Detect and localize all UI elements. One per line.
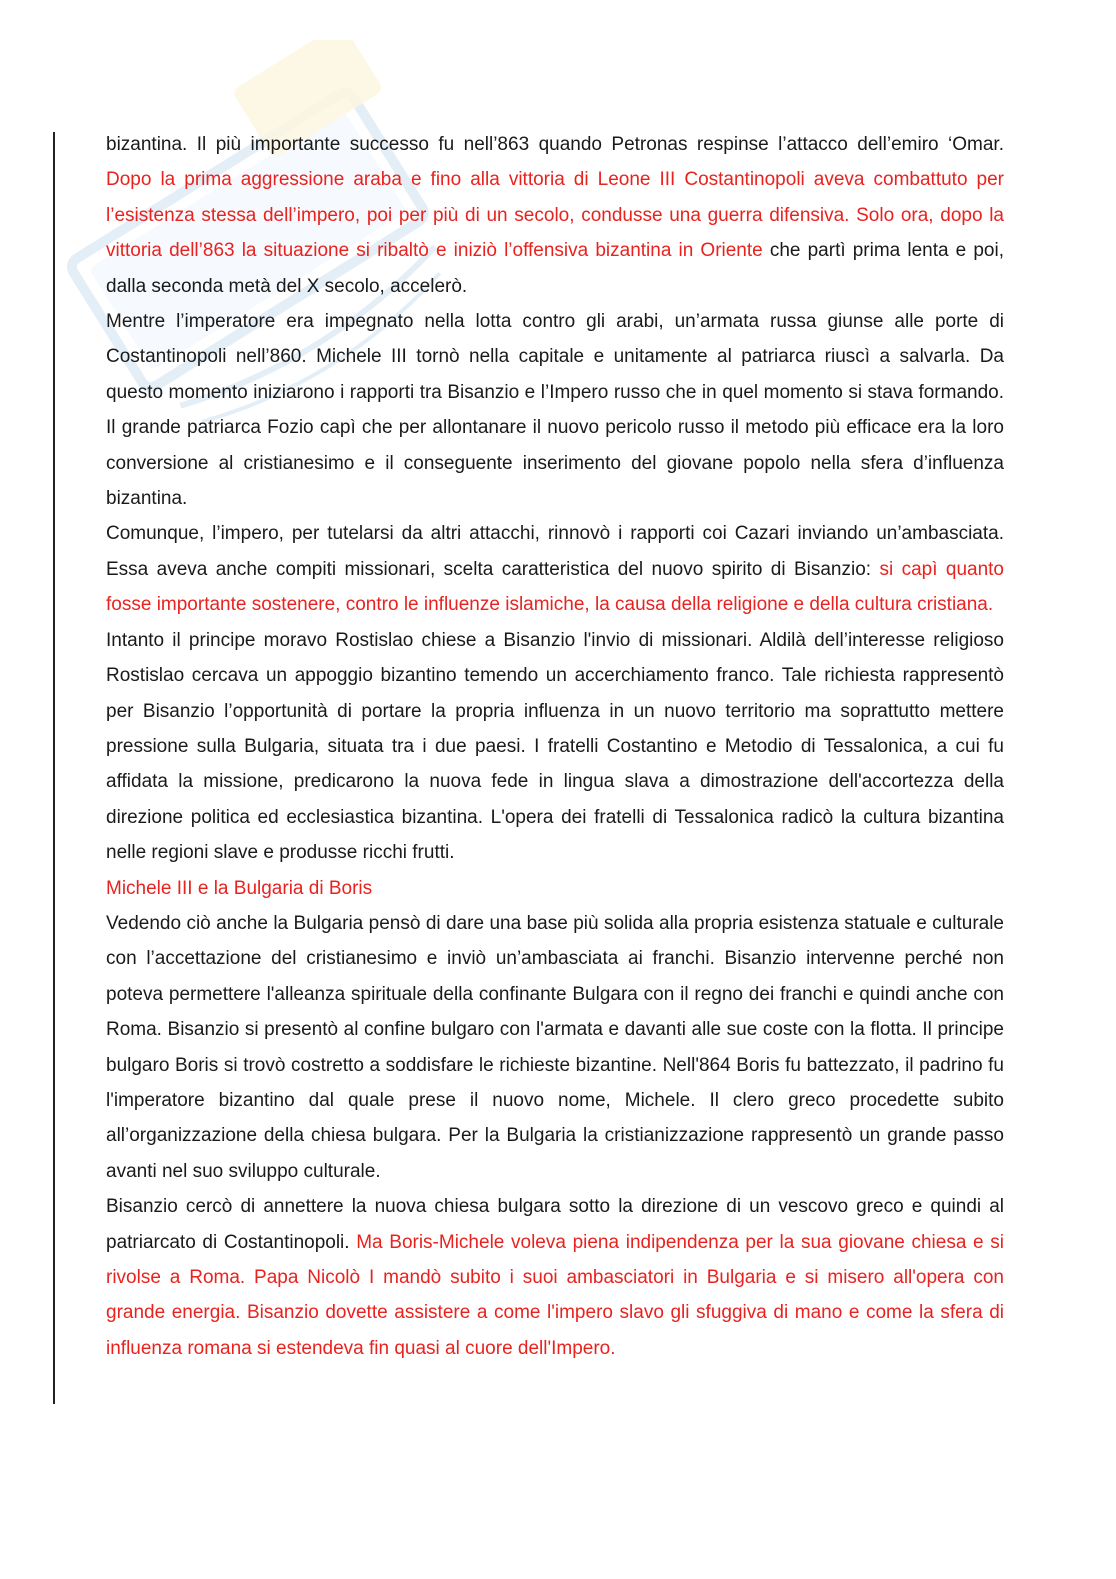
body-text: Mentre l’imperatore era impegnato nella lotta contro gli arabi, un’armata russa giunse alle porte di Costantinopoli nell’860. Michele III tornò nella capitale e unitamente al patriarca riuscì a salvarla. Da questo momento iniziarono i rapporti tra Bisanzio e l’Impero russo che in quel momento si stava formando. Il grande patriarca Fozio capì che per allontanare il nuovo pericolo russo il metodo più efficace era la loro conversione al cristianesimo e il conseguente inserimento del giovane popolo nella sfera d’influenza bizantina.: [106, 311, 1004, 510]
paragraph: [106, 906, 1004, 1189]
highlighted-text: Michele III e la Bulgaria di Boris: [106, 877, 373, 899]
body-text: Bisanzio cercò di annettere la nuova chiesa bulgara sotto la direzione di un vescovo greco e quindi al patriarcato di Costantinopoli.: [106, 1196, 1004, 1253]
paragraph: [106, 516, 1004, 622]
left-margin-rule: [53, 132, 55, 1404]
body-text: Vedendo ciò anche la Bulgaria pensò di dare una base più solida alla propria esistenza statuale e culturale con l’accettazione del cristianesimo e inviò un’ambasciata ai franchi. Bisanzio intervenne perché non poteva permettere l'alleanza spirituale della confinante Bulgara con il regno dei franchi e quindi anche con Roma. Bisanzio si presentò al confine bulgaro con l'armata e davanti alle sue coste con la flotta. Il principe bulgaro Boris si trovò costretto a soddisfare le richieste bizantine. Nell'864 Boris fu battezzato, il padrino fu l'imperatore bizantino dal quale prese il nuovo nome, Michele. Il clero greco procedette subito all’organizzazione della chiesa bulgara. Per la Bulgaria la cristianizzazione rappresentò un grande passo avanti nel suo sviluppo culturale.: [106, 912, 1004, 1182]
highlighted-text: si capì quanto fosse importante sostenere, contro le influenze islamiche, la causa della religione e della cultura cristiana.: [106, 558, 1004, 616]
document-body: [106, 127, 1004, 1366]
body-text: che partì prima lenta e poi, dalla seconda metà del X secolo, accelerò.: [106, 240, 1004, 297]
paragraph: [106, 304, 1004, 516]
paragraph: [106, 623, 1004, 871]
highlighted-text: Ma Boris-Michele voleva piena indipendenza per la sua giovane chiesa e si rivolse a Roma. Papa Nicolò I mandò subito i suoi ambasciatori in Bulgaria e si misero all'opera con grande energia. Bisanzio dovette assistere a come l'impero slavo gli sfuggiva di mano e come la sfera di influenza romana si estendeva fin quasi al cuore dell'Impero.: [106, 1231, 1004, 1359]
section-heading: [106, 871, 1004, 906]
paragraph: [106, 1189, 1004, 1366]
paragraph: [106, 127, 1004, 304]
highlighted-text: Dopo la prima aggressione araba e fino alla vittoria di Leone III Costantinopoli aveva combattuto per l’esistenza stessa dell’impero, poi per più di un secolo, condusse una guerra difensiva. Solo ora, dopo la vittoria dell’863 la situazione si ribaltò e iniziò l’offensiva bizantina in Oriente: [106, 169, 1004, 262]
body-text: Intanto il principe moravo Rostislao chiese a Bisanzio l'invio di missionari. Aldilà dell’interesse religioso Rostislao cercava un appoggio bizantino temendo un accerchiamento franco. Tale richiesta rappresentò per Bisanzio l’opportunità di portare la propria influenza in un nuovo territorio ma soprattutto mettere pressione sulla Bulgaria, situata tra i due paesi. I fratelli Costantino e Metodio di Tessalonica, a cui fu affidata la missione, predicarono la nuova fede in lingua slava a dimostrazione dell'accortezza della direzione politica ed ecclesiastica bizantina. L'opera dei fratelli di Tessalonica radicò la cultura bizantina nelle regioni slave e produsse ricchi frutti.: [106, 629, 1004, 864]
body-text: bizantina. Il più importante successo fu nell’863 quando Petronas respinse l’attacco dell’emiro ‘Omar.: [106, 134, 1004, 155]
body-text: Comunque, l’impero, per tutelarsi da altri attacchi, rinnovò i rapporti coi Cazari inviando un’ambasciata. Essa aveva anche compiti missionari, scelta caratteristica del nuovo spirito di Bisanzio:: [106, 523, 1004, 580]
